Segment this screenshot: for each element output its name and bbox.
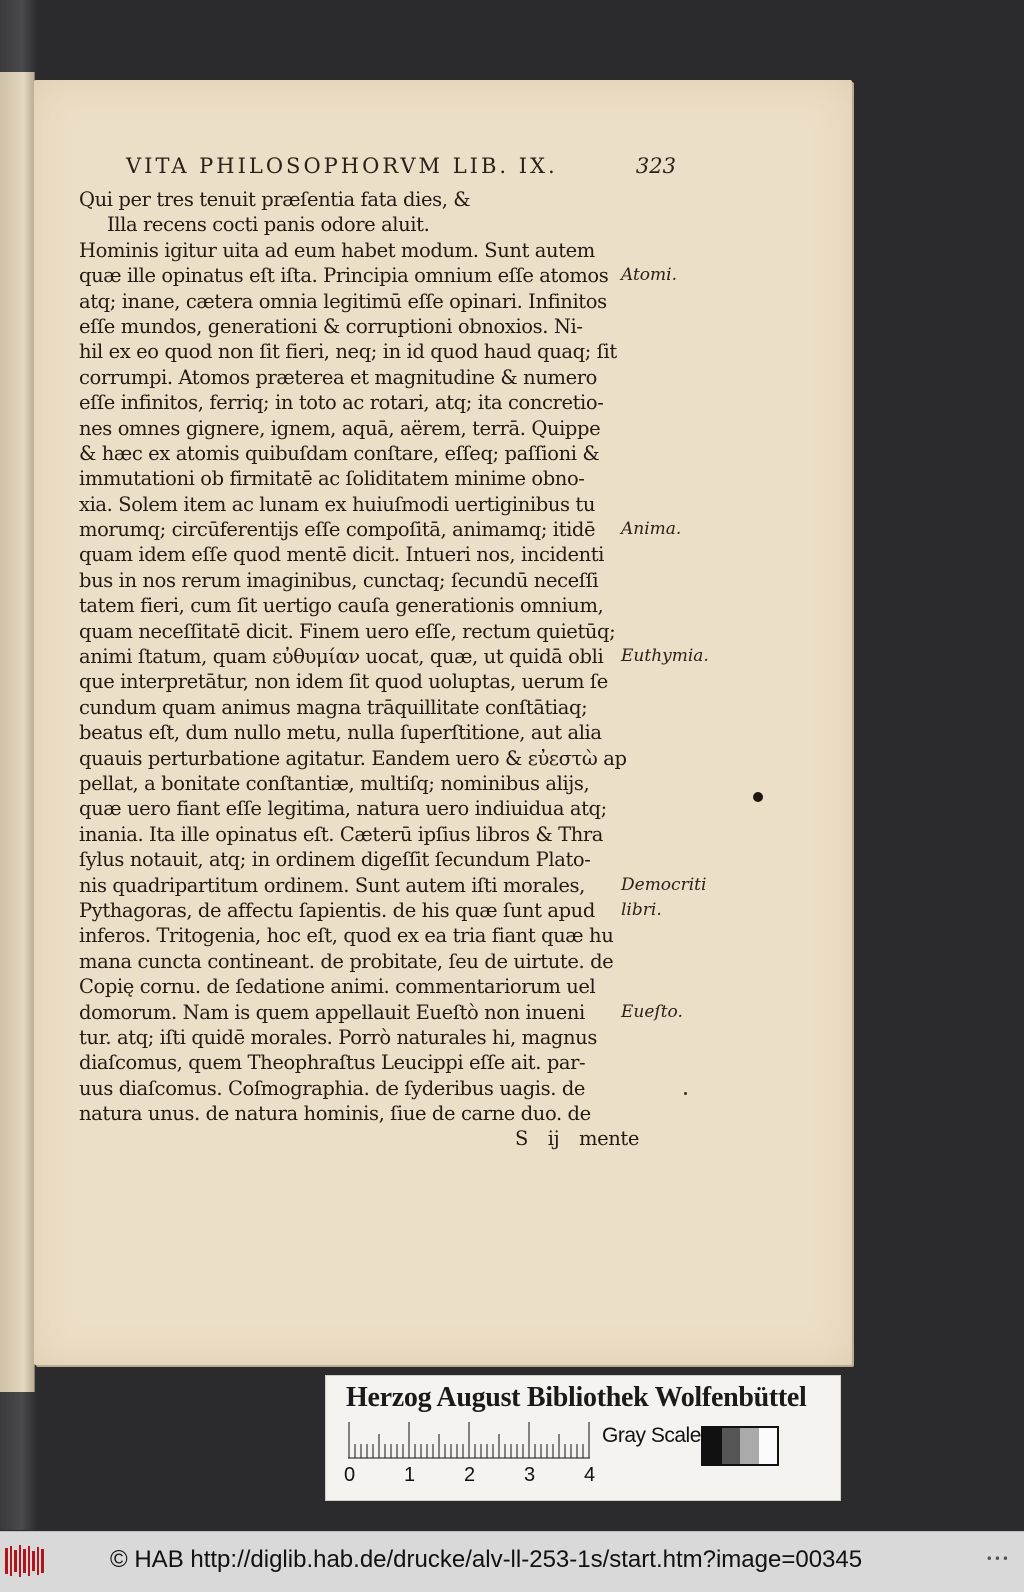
text-line: mana cuncta contineant. de probitate, ſeu de uirtute. de bbox=[79, 949, 614, 973]
text-line: inferos. Tritogenia, hoc eſt, quod ex ea tria fiant quæ hu bbox=[79, 924, 614, 948]
text-line: animi ſtatum, quam εὐθυμίαν uocat, quæ, ut quidā obli bbox=[79, 645, 604, 669]
gray-scale-label: Gray Scale bbox=[602, 1424, 701, 1447]
text-line: quam idem eſſe quod mentē dicit. Intueri nos, incidenti bbox=[79, 543, 605, 567]
gray-swatch-white bbox=[759, 1428, 778, 1464]
text-line: quam neceſſitatē dicit. Finem uero eſſe, rectum quietūq; bbox=[79, 619, 616, 643]
text-line: corrumpi. Atomos præterea et magnitudine & numero bbox=[79, 365, 597, 389]
text-line: bus in nos rerum imaginibus, cunctaq; ſecundū neceſſi bbox=[79, 568, 599, 592]
margin-note: Anima. bbox=[621, 519, 682, 540]
text-line: immutationi ob firmitatē ac ſoliditatem minime obno- bbox=[79, 467, 585, 491]
text-line: uus diaſcomus. Coſmographia. de ſyderibus uagis. de bbox=[79, 1076, 586, 1100]
copyright-url: © HAB http://diglib.hab.de/drucke/alv-ll-253-1s/start.htm?image=00345 bbox=[110, 1546, 863, 1573]
text-line: beatus eſt, dum nullo metu, nulla ſuperſtitione, aut alia bbox=[79, 721, 602, 745]
text-line: nes omnes gignere, ignem, aquā, aërem, terrā. Quippe bbox=[79, 416, 601, 440]
book-page bbox=[34, 80, 852, 1365]
text-line: tur. atq; iſti quidē morales. Porrò naturales hi, magnus bbox=[79, 1025, 597, 1049]
margin-note: Euthymia. bbox=[621, 646, 709, 667]
ink-speck bbox=[684, 1092, 687, 1095]
text-line: hil ex eo quod non ſit fieri, neq; in id quod haud quaq; ſit bbox=[79, 340, 617, 364]
footer-bar bbox=[0, 1531, 1024, 1592]
text-line: morumq; circūferentijs eſſe compoſitā, animamq; itidē bbox=[79, 518, 596, 542]
folio-number: 323 bbox=[635, 154, 676, 178]
text-line: tatem fieri, cum ſit uertigo cauſa generationis omnium, bbox=[79, 594, 604, 618]
library-name: Herzog August Bibliothek Wolfenbüttel bbox=[346, 1382, 807, 1413]
ink-spot bbox=[753, 792, 763, 802]
text-line: cundum quam animus magna trāquillitate conſtātiaq; bbox=[79, 695, 588, 719]
text-line: Pythagoras, de affectu ſapientis. de his quæ ſunt apud bbox=[79, 898, 595, 922]
scale-ruler bbox=[348, 1420, 598, 1460]
text-block bbox=[79, 187, 649, 1152]
scale-number: 1 bbox=[404, 1464, 416, 1486]
margin-note: Atomi. bbox=[621, 265, 678, 286]
text-line: Copię cornu. de ſedatione animi. commentariorum uel bbox=[79, 975, 596, 999]
text-line: Illa recens cocti panis odore aluit. bbox=[107, 213, 430, 237]
scale-number: 0 bbox=[344, 1464, 356, 1486]
gray-swatch-dark bbox=[722, 1428, 741, 1464]
text-line: xia. Solem item ac lunam ex huiuſmodi uertiginibus tu bbox=[79, 492, 596, 516]
text-line: & hæc ex atomis quibuſdam conſtare, eſſeq; paſſioni & bbox=[79, 441, 600, 465]
text-line: nis quadripartitum ordinem. Sunt autem iſti morales, bbox=[79, 873, 585, 897]
margin-note: libri. bbox=[621, 900, 662, 921]
scale-number: 4 bbox=[584, 1464, 596, 1486]
more-icon[interactable]: ••• bbox=[985, 1552, 1010, 1566]
gray-swatch-black bbox=[703, 1428, 722, 1464]
text-line: eſſe mundos, generationi & corruptioni obnoxios. Ni- bbox=[79, 314, 583, 338]
previous-page-edge bbox=[0, 72, 35, 1392]
text-line: quæ ille opinatus eſt iſta. Principia omnium eſſe atomos bbox=[79, 264, 609, 288]
text-line: atq; inane, cætera omnia legitimū eſſe opinari. Infinitos bbox=[79, 289, 607, 313]
library-label-card bbox=[326, 1376, 840, 1500]
margin-note: Democriti bbox=[621, 874, 707, 895]
text-line: quauis perturbatione agitatur. Eandem uero & εὐεστὼ ap bbox=[79, 746, 627, 770]
text-line: inania. Ita ille opinatus eſt. Cæterū ipſius libros & Thra bbox=[79, 822, 604, 846]
text-line: S ij mente bbox=[514, 1127, 639, 1151]
text-line: ſylus notauit, atq; in ordinem digeſſit ſecundum Plato- bbox=[79, 848, 591, 872]
scale-number: 3 bbox=[524, 1464, 536, 1486]
text-line: domorum. Nam is quem appellauit Eueſtò non inueni bbox=[79, 1000, 585, 1024]
margin-note: Eueſto. bbox=[621, 1001, 683, 1022]
text-line: que interpretātur, non idem ſit quod uoluptas, uerum ſe bbox=[79, 670, 608, 694]
running-head bbox=[126, 154, 676, 178]
text-line: natura unus. de natura hominis, ſiue de carne duo. de bbox=[79, 1102, 591, 1126]
text-line: Hominis igitur uita ad eum habet modum. Sunt autem bbox=[79, 238, 595, 262]
text-line: Qui per tres tenuit præſentia fata dies, & bbox=[79, 188, 471, 211]
text-line: pellat, a bonitate conſtantiæ, multiſq; nominibus alijs, bbox=[79, 771, 590, 795]
text-line: eſſe infinitos, ferriq; in toto ac rotari, atq; ita concretio- bbox=[79, 391, 604, 415]
scale-number: 2 bbox=[464, 1464, 476, 1486]
gray-scale-swatch bbox=[701, 1426, 779, 1466]
running-head-title: VITA PHILOSOPHORVM LIB. IX. bbox=[126, 154, 558, 178]
hab-logo-icon bbox=[4, 1544, 46, 1578]
gray-swatch-light bbox=[740, 1428, 759, 1464]
text-line: quæ uero fiant eſſe legitima, natura uero indiuidua atq; bbox=[79, 797, 607, 821]
text-line: diaſcomus, quem Theophraſtus Leucippi eſſe ait. par- bbox=[79, 1051, 586, 1075]
